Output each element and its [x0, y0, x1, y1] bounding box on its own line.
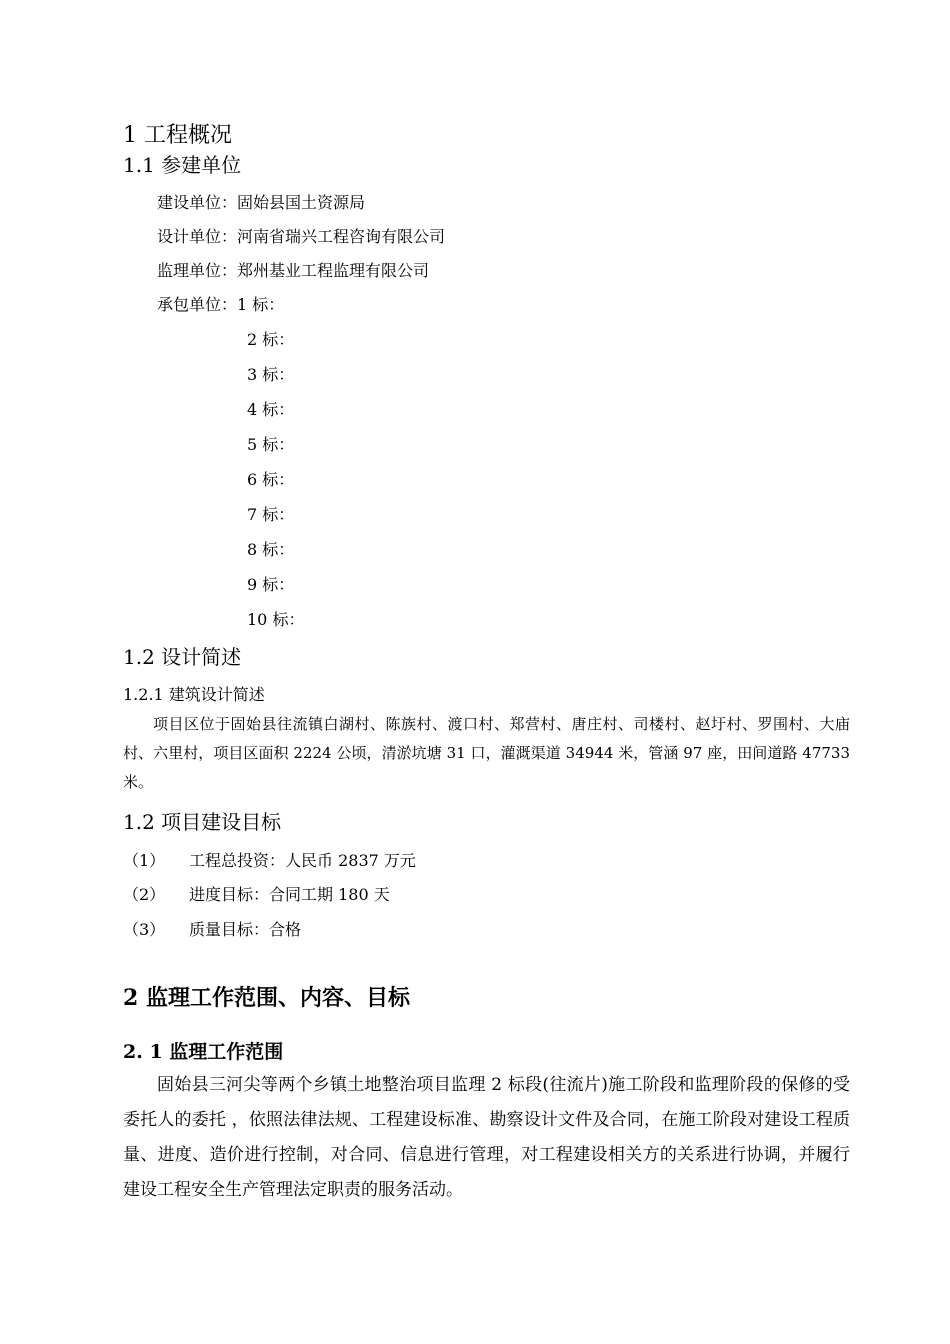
section-1-2-1-heading: 1.2.1 建筑设计简述 — [123, 685, 265, 704]
lot-item: 2 标： — [247, 330, 295, 349]
lot-item: 7 标： — [247, 505, 295, 524]
project-goals-heading: 1.2 项目建设目标 — [123, 810, 282, 834]
lot-item: 4 标： — [247, 400, 295, 419]
design-description-paragraph: 项目区位于固始县往流镇白湖村、陈族村、渡口村、郑营村、唐庄村、司楼村、赵圩村、罗围村、大庙村、六里村，项目区面积 2224 公顷，清淤坑塘 31 口，灌溉渠道 34944 米，管涵 97 座，田间道路 47733 米。 — [123, 715, 850, 791]
lot-item: 8 标： — [247, 540, 295, 559]
lot-item: 9 标： — [247, 575, 295, 594]
goal-number: （3） — [123, 920, 166, 939]
goal-number: （1） — [123, 851, 166, 870]
lot-item: 10 标： — [247, 610, 305, 629]
goal-text: 进度目标：合同工期 180 天 — [189, 885, 390, 904]
lot-item: 5 标： — [247, 435, 295, 454]
supervision-scope-paragraph: 固始县三河尖等两个乡镇土地整治项目监理 2 标段(往流片)施工阶段和监理阶段的保修的受委托人的委托 ，依照法律法规、工程建设标准、勘察设计文件及合同，在施工阶段对建设工程质量、进度、造价进行控制，对合同、信息进行管理，对工程建设相关方的关系进行协调，并履行建设工程安全生产管理法定职责的服务活动。 — [123, 1075, 850, 1200]
construction-unit: 建设单位：固始县国土资源局 — [157, 193, 366, 212]
supervision-unit: 监理单位：郑州基业工程监理有限公司 — [157, 261, 430, 280]
lot-item: 6 标： — [247, 470, 295, 489]
contractor-unit: 承包单位：1 标： — [157, 295, 285, 314]
goal-number: （2） — [123, 885, 166, 904]
section-1-heading: 1 工程概况 — [123, 123, 232, 148]
goal-text: 工程总投资：人民币 2837 万元 — [189, 851, 416, 870]
section-1-2-heading: 1.2 设计简述 — [123, 645, 242, 669]
section-1-1-heading: 1.1 参建单位 — [123, 153, 242, 177]
design-unit: 设计单位：河南省瑞兴工程咨询有限公司 — [157, 227, 446, 246]
section-2-1-heading: 2. 1 监理工作范围 — [123, 1041, 284, 1063]
lot-item: 3 标： — [247, 365, 295, 384]
section-2-heading: 2 监理工作范围、内容、目标 — [123, 985, 410, 1011]
goal-text: 质量目标：合格 — [189, 920, 302, 939]
